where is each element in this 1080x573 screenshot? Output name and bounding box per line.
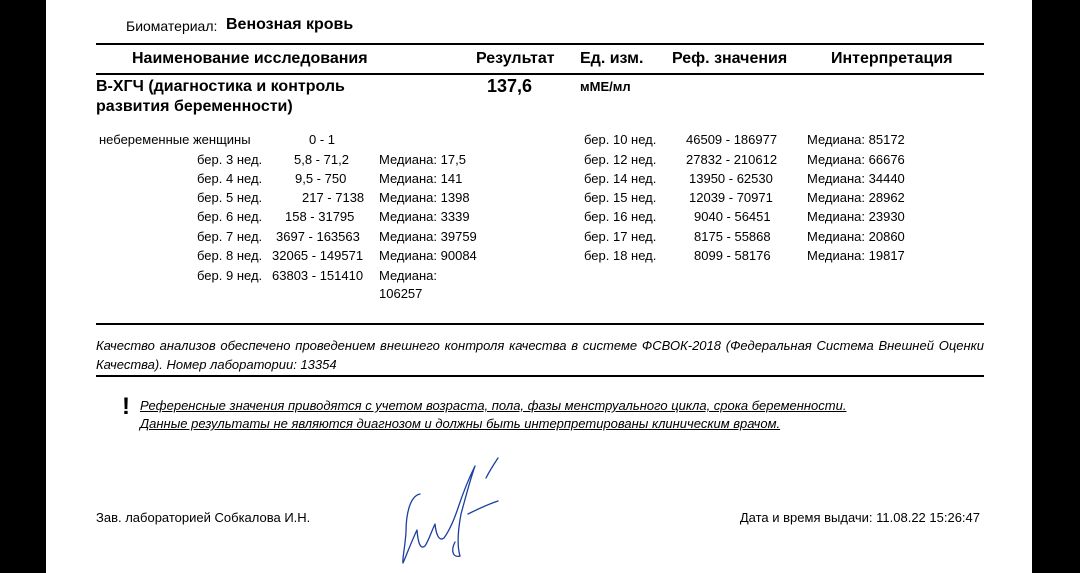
ref-median: Медиана: 19817 [807,248,905,263]
ref-week: бер. 5 нед. [197,190,263,205]
ref-range: 217 - 7138 [302,190,365,205]
ref-week: бер. 3 нед. [197,152,263,167]
ref-week: бер. 15 нед. [584,190,657,205]
ref-median: Медиана: 34440 [807,171,905,186]
lab-head: Зав. лабораторией Собкалова И.Н. [96,510,311,525]
header-test-name: Наименование исследования [132,50,368,67]
header-interpretation: Интерпретация [831,50,953,67]
ref-range: 3697 - 163563 [276,229,360,244]
ref-range: 8175 - 55868 [694,229,771,244]
ref-median: Медиана: 28962 [807,190,905,205]
ref-week: бер. 14 нед. [584,171,657,186]
ref-median: Медиана: 3339 [379,209,470,224]
ref-week: бер. 10 нед. [584,132,657,147]
ref-range: 32065 - 149571 [272,248,364,263]
ref-median: Медиана: 66676 [807,152,905,167]
ref-median: Медиана: 1398 [379,190,470,205]
ref-week: бер. 12 нед. [584,152,657,167]
warning-note-reference: Референсные значения приводятся с учетом возраста, пола, фазы менструального цикла, срока беременности. [140,398,847,413]
test-unit: мМЕ/мл [580,79,631,94]
header-top-rule [96,43,984,45]
ref-median: Медиана: 85172 [807,132,905,147]
quality-top-rule [96,323,984,325]
quality-note: Качество анализов обеспечено проведением внешнего контроля качества в системе ФСВОК-2018 (Федеральная Система Внешней Оценки Качества). Номер лаборатории: 13354 [96,338,984,372]
test-result: 137,6 [487,76,533,96]
ref-week: бер. 9 нед. [197,268,263,283]
header-bottom-rule [96,73,984,75]
nonpregnant-range: 0 - 1 [309,132,336,147]
lab-report-page [46,0,1032,573]
ref-median: Медиана: 90084 [379,248,477,263]
biomaterial-value: Венозная кровь [226,16,354,33]
ref-range: 27832 - 210612 [686,152,778,167]
ref-week: бер. 8 нед. [197,248,263,263]
quality-bottom-rule [96,375,984,377]
test-name: В-ХГЧ (диагностика и контроль развития беременности) [96,78,345,115]
ref-week: бер. 4 нед. [197,171,263,186]
header-reference: Реф. значения [672,50,788,67]
ref-range: 63803 - 151410 [272,268,364,283]
ref-median: Медиана: [379,268,438,283]
ref-week: бер. 7 нед. [197,229,263,244]
ref-week: бер. 17 нед. [584,229,657,244]
ref-range: 9,5 - 750 [295,171,347,186]
ref-range: 12039 - 70971 [689,190,773,205]
ref-median: Медиана: 39759 [379,229,477,244]
ref-range: 8099 - 58176 [694,248,771,263]
warning-note-diagnosis: Данные результаты не являются диагнозом и должны быть интерпретированы клиническим врачом. [140,416,781,431]
ref-median: Медиана: 20860 [807,229,905,244]
ref-week: бер. 18 нед. [584,248,657,263]
biomaterial-label: Биоматериал: [126,18,218,34]
ref-median: Медиана: 23930 [807,209,905,224]
ref-range: 13950 - 62530 [689,171,773,186]
ref-median: Медиана: 17,5 [379,152,466,167]
header-unit: Ед. изм. [580,50,644,67]
ref-range: 9040 - 56451 [694,209,771,224]
ref-median-value: 106257 [379,286,423,301]
ref-range: 5,8 - 71,2 [294,152,349,167]
issue-datetime: Дата и время выдачи: 11.08.22 15:26:47 [739,510,980,525]
header-result: Результат [476,50,555,67]
ref-range: 158 - 31795 [285,209,355,224]
ref-week: бер. 16 нед. [584,209,657,224]
nonpregnant-label: небеременные женщины [99,132,251,147]
ref-week: бер. 6 нед. [197,209,263,224]
ref-range: 46509 - 186977 [686,132,778,147]
warning-icon: ! [122,393,130,420]
ref-median: Медиана: 141 [379,171,463,186]
signature-image [394,438,504,573]
